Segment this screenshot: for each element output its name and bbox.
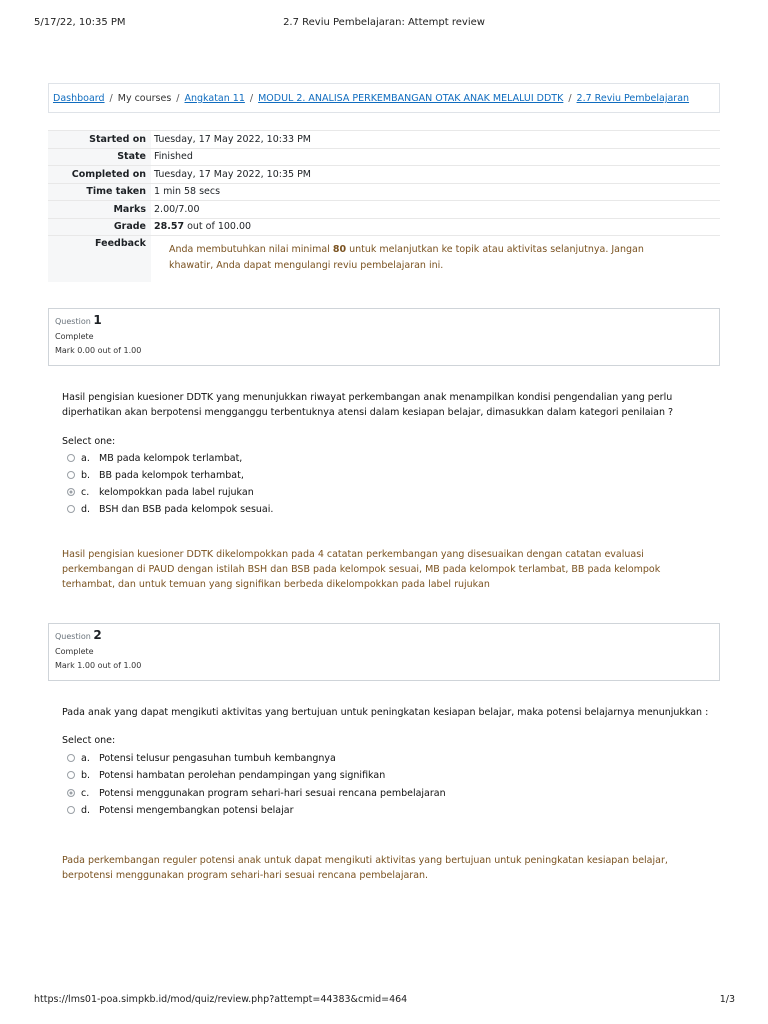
q1-option-b[interactable]: [67, 469, 244, 483]
question-2-text: Pada anak yang dapat mengikuti aktivitas yang bertujuan untuk peningkatan kesiapan belajar, maka potensi belajarnya menunjukkan :: [62, 707, 709, 718]
question-number: [55, 628, 713, 642]
option-letter: b.: [81, 770, 91, 781]
summary-row-grade: [48, 218, 720, 236]
question-1-info: [48, 308, 720, 366]
feedback-label: Feedback: [48, 236, 151, 283]
summary-row-state: [48, 148, 720, 166]
print-url: https://lms01-poa.simpkb.id/mod/quiz/review.php?attempt=44383&cmid=464: [34, 994, 408, 1005]
q2-option-d[interactable]: [67, 804, 294, 818]
question-mark: Mark 0.00 out of 1.00: [55, 346, 142, 355]
radio-button[interactable]: [67, 471, 75, 479]
attempt-summary-table: [48, 130, 720, 282]
option-text: Potensi hambatan perolehan pendampingan yang signifikan: [99, 770, 386, 781]
summary-row-feedback: [48, 236, 720, 283]
q1-option-a[interactable]: [67, 452, 242, 466]
q1-option-c[interactable]: [67, 486, 254, 500]
option-letter: d.: [81, 504, 91, 515]
grade-value: [151, 218, 720, 236]
state-label: State: [48, 148, 151, 166]
feedback-text-end: untuk melanjutkan ke topik atau aktivitas selanjutnya. Jangan khawatir, Anda dapat mengulangi reviu pembelajaran ini.: [169, 244, 644, 271]
radio-button-selected[interactable]: [67, 488, 75, 496]
marks-label: Marks: [48, 201, 151, 219]
question-mark: Mark 1.00 out of 1.00: [55, 661, 142, 670]
breadcrumb-course-link[interactable]: Angkatan 11: [184, 93, 245, 104]
question-state: Complete: [55, 647, 94, 656]
state-value: Finished: [154, 151, 193, 163]
marks-value: 2.00/7.00: [154, 203, 200, 215]
question-number-value: 2: [93, 628, 102, 642]
breadcrumb-quiz-link[interactable]: 2.7 Reviu Pembelajaran: [576, 93, 690, 104]
question-number-value: 1: [93, 313, 102, 327]
option-letter: c.: [81, 788, 90, 799]
feedback-cell: [151, 236, 720, 283]
started-label: Started on: [48, 131, 151, 149]
breadcrumb: [48, 83, 720, 113]
option-letter: d.: [81, 805, 91, 816]
radio-button[interactable]: [67, 454, 75, 462]
question-2-general-feedback: Pada perkembangan reguler potensi anak untuk dapat mengikuti aktivitas yang bertujuan untuk peningkatan kesiapan belajar, berpotensi menggunakan program sehari-hari sesuai rencana pembelajaran.: [62, 855, 668, 881]
started-value: Tuesday, 17 May 2022, 10:33 PM: [154, 133, 311, 145]
radio-button[interactable]: [67, 505, 75, 513]
breadcrumb-dashboard-link[interactable]: Dashboard: [53, 93, 105, 104]
radio-button[interactable]: [67, 806, 75, 814]
option-text: Potensi menggunakan program sehari-hari sesuai rencana pembelajaran: [99, 788, 446, 799]
question-state: Complete: [55, 332, 94, 341]
option-text: BB pada kelompok terhambat,: [99, 470, 244, 481]
q2-option-a[interactable]: [67, 752, 336, 766]
option-text: Potensi telusur pengasuhan tumbuh kembangnya: [99, 753, 336, 764]
option-letter: b.: [81, 470, 91, 481]
breadcrumb-separator: /: [568, 93, 572, 104]
breadcrumb-separator: /: [176, 93, 180, 104]
q2-option-c[interactable]: [67, 787, 446, 801]
option-text: MB pada kelompok terlambat,: [99, 453, 243, 464]
completed-value: Tuesday, 17 May 2022, 10:35 PM: [154, 168, 311, 180]
option-text: Potensi mengembangkan potensi belajar: [99, 805, 294, 816]
q1-option-d[interactable]: [67, 503, 273, 517]
breadcrumb-my-courses: My courses: [117, 93, 172, 104]
completed-label: Completed on: [48, 166, 151, 184]
option-letter: a.: [81, 753, 90, 764]
print-title: 2.7 Reviu Pembelajaran: Attempt review: [283, 17, 485, 28]
breadcrumb-separator: /: [249, 93, 254, 104]
option-text: kelompokkan pada label rujukan: [99, 487, 254, 498]
question-number: [55, 313, 713, 327]
feedback-min-score: 80: [332, 244, 347, 255]
option-text: BSH dan BSB pada kelompok sesuai.: [99, 504, 274, 515]
print-page-number: 1/3: [719, 994, 735, 1005]
overall-feedback: [154, 242, 689, 274]
radio-button[interactable]: [67, 771, 75, 779]
grade-score: 28.57: [154, 221, 185, 233]
breadcrumb-module-link[interactable]: MODUL 2. ANALISA PERKEMBANGAN OTAK ANAK MELALUI DDTK: [258, 93, 564, 104]
q2-option-b[interactable]: [67, 769, 385, 783]
question-label: Question: [55, 632, 91, 641]
select-one-label: Select one:: [62, 436, 116, 447]
summary-row-started: [48, 131, 720, 149]
question-1-text: Hasil pengisian kuesioner DDTK yang menunjukkan riwayat perkembangan anak menampilkan kondisi pengendalian yang perlu diperhatikan akan berpotensi mengganggu terbentuknya atensi dalam kesiapan belajar, dimasukkan dalam kategori penilaian ?: [62, 392, 674, 418]
radio-button[interactable]: [67, 754, 75, 762]
summary-row-completed: [48, 166, 720, 184]
feedback-text-start: Anda membutuhkan nilai minimal: [169, 244, 333, 255]
time-taken-label: Time taken: [48, 183, 151, 201]
time-taken-value: 1 min 58 secs: [154, 186, 221, 198]
radio-button-selected[interactable]: [67, 789, 75, 797]
option-letter: a.: [81, 453, 90, 464]
select-one-label: Select one:: [62, 735, 116, 746]
question-label: Question: [55, 317, 91, 326]
grade-label: Grade: [48, 218, 151, 236]
breadcrumb-separator: /: [109, 93, 113, 104]
summary-row-marks: [48, 201, 720, 219]
option-letter: c.: [81, 487, 90, 498]
summary-row-time: [48, 183, 720, 201]
grade-out-of: out of 100.00: [184, 221, 252, 233]
question-2-info: [48, 623, 720, 681]
print-datetime: 5/17/22, 10:35 PM: [34, 17, 126, 28]
question-1-general-feedback: Hasil pengisian kuesioner DDTK dikelompokkan pada 4 catatan perkembangan yang disesuaikan dengan catatan evaluasi perkembangan di PAUD dengan istilah BSH dan BSB pada kelompok sesuai, MB pada kelompok terlambat, BB pada kelompok terhambat, dan untuk temuan yang signifikan berbeda dikelompokkan pada label rujukan: [62, 549, 661, 590]
